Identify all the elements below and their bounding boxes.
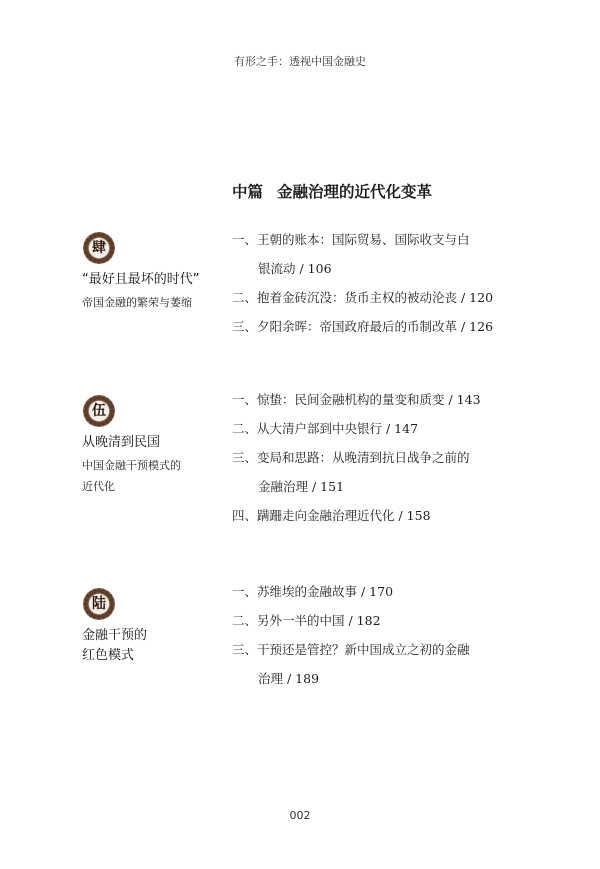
chapter-subtitle: 中国金融干预模式的 xyxy=(82,459,181,472)
toc-entry[interactable]: 二、抱着金砖沉没：货币主权的被动沦丧 / 120 xyxy=(232,290,494,305)
chapter-numeral: 伍 xyxy=(92,403,106,419)
toc-entry[interactable]: 四、蹒跚走向金融治理近代化 / 158 xyxy=(232,508,431,523)
toc-entry-continuation[interactable]: 银流动 / 106 xyxy=(258,261,332,276)
chapter-subtitle: 近代化 xyxy=(82,480,115,493)
page-number: 002 xyxy=(289,809,311,822)
chapter-medallion-icon xyxy=(82,394,116,428)
chapter-title: 金融干预的 xyxy=(82,628,148,643)
chapter-title: 从晚清到民国 xyxy=(82,435,161,450)
toc-entry[interactable]: 一、苏维埃的金融故事 / 170 xyxy=(232,584,394,599)
chapter-5-toc xyxy=(232,385,522,530)
chapter-medallion-icon xyxy=(82,587,116,621)
toc-entry-continuation[interactable]: 金融治理 / 151 xyxy=(258,479,345,494)
toc-entry[interactable]: 一、惊蛰：民间金融机构的量变和质变 / 143 xyxy=(232,392,481,407)
toc-entry[interactable]: 三、变局和思路：从晚清到抗日战争之前的 xyxy=(232,450,470,465)
chapter-title: “最好且最坏的时代” xyxy=(82,272,200,287)
chapter-numeral: 陆 xyxy=(92,596,106,612)
toc-entry[interactable]: 三、干预还是管控？新中国成立之初的金融 xyxy=(232,642,470,657)
chapter-numeral: 肆 xyxy=(92,240,106,256)
running-head: 有形之手：透视中国金融史 xyxy=(234,55,366,68)
chapter-4-toc xyxy=(232,225,522,341)
chapter-6-toc xyxy=(232,577,522,693)
toc-entry[interactable]: 二、另外一半的中国 / 182 xyxy=(232,613,381,628)
toc-entry[interactable]: 一、王朝的账本：国际贸易、国际收支与白 xyxy=(232,232,470,247)
toc-entry[interactable]: 三、夕阳余晖：帝国政府最后的币制改革 / 126 xyxy=(232,319,494,334)
chapter-subtitle: 帝国金融的繁荣与萎缩 xyxy=(82,296,192,309)
toc-entry[interactable]: 二、从大清户部到中央银行 / 147 xyxy=(232,421,419,436)
part-title xyxy=(232,180,432,202)
part-name: 金融治理的近代化变革 xyxy=(277,183,433,201)
part-label: 中篇 xyxy=(232,183,264,201)
chapter-medallion-icon xyxy=(82,231,116,265)
toc-entry-continuation[interactable]: 治理 / 189 xyxy=(258,671,320,686)
chapter-title-line2: 红色模式 xyxy=(82,648,135,663)
